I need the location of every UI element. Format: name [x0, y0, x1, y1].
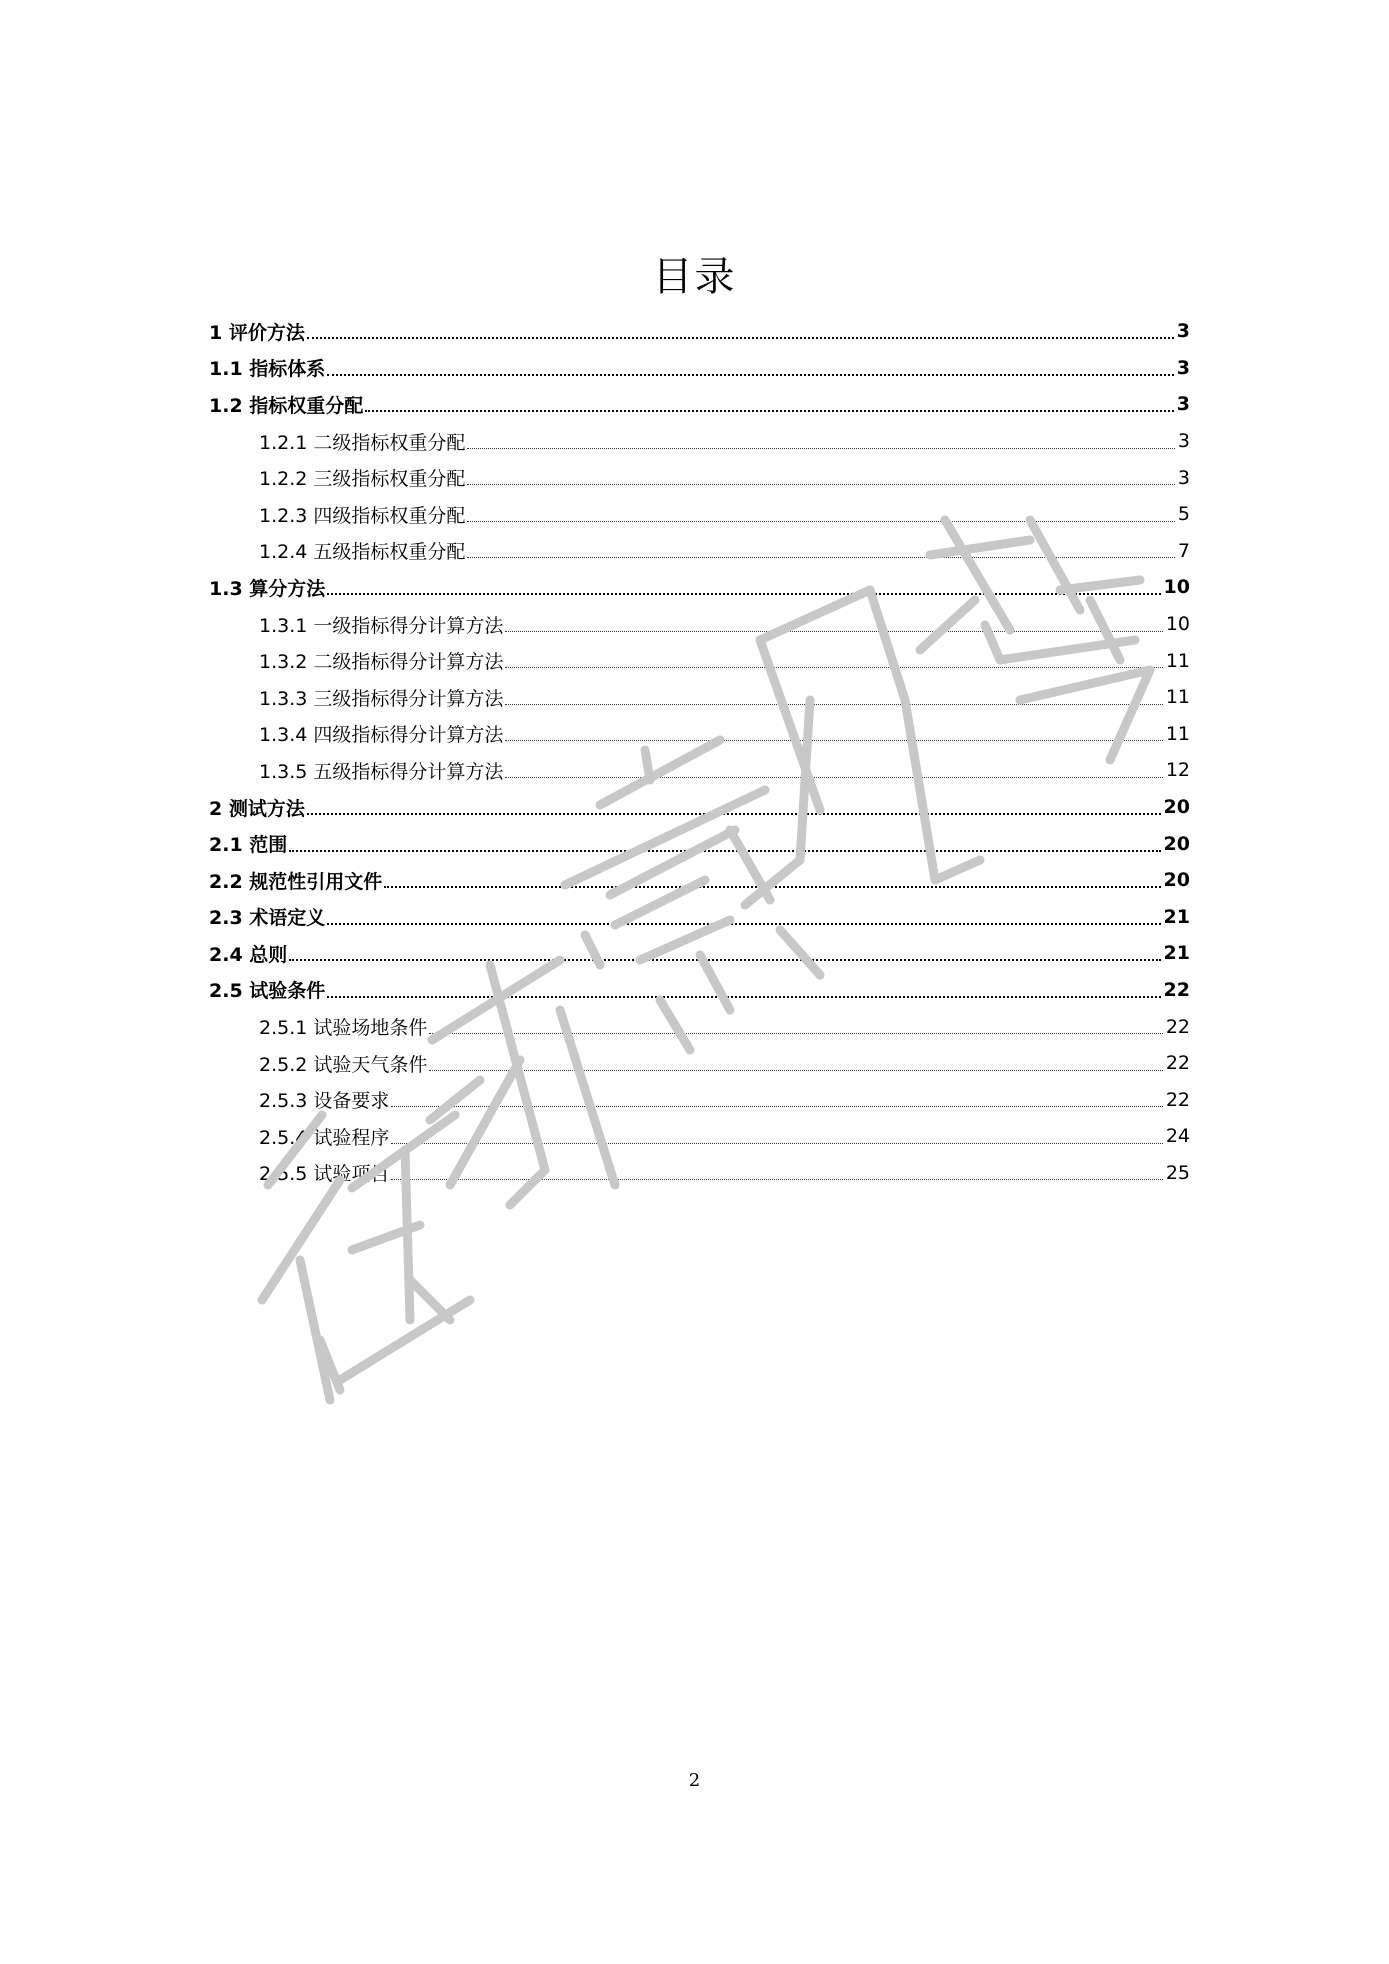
- toc-entry-label: 1.3.4 四级指标得分计算方法: [259, 724, 504, 747]
- toc-dot-leader: [467, 557, 1175, 558]
- toc-dot-leader: [467, 448, 1175, 449]
- toc-dot-leader: [327, 593, 1160, 595]
- toc-entry-page: 3: [1176, 320, 1190, 343]
- toc-entry-label: 2.5.1 试验场地条件: [259, 1017, 428, 1040]
- toc-entry-page: 10: [1165, 613, 1190, 636]
- toc-dot-leader: [307, 337, 1174, 339]
- toc-entry[interactable]: [209, 606, 1190, 643]
- toc-entry-page: 22: [1165, 1052, 1190, 1075]
- toc-entry-page: 12: [1165, 759, 1190, 782]
- toc-entry[interactable]: [209, 1008, 1190, 1045]
- toc-entry[interactable]: [209, 752, 1190, 789]
- toc-entry-page: 11: [1165, 686, 1190, 709]
- toc-entry-page: 24: [1165, 1125, 1190, 1148]
- toc-entry-label: 1.2.4 五级指标权重分配: [259, 541, 466, 564]
- toc-entry[interactable]: [209, 496, 1190, 533]
- toc-entry[interactable]: [209, 1045, 1190, 1082]
- toc-entry[interactable]: [209, 1118, 1190, 1155]
- toc-dot-leader: [505, 704, 1162, 705]
- toc-entry-label: 1 评价方法: [209, 321, 305, 344]
- toc-entry-page: 25: [1165, 1161, 1190, 1184]
- toc-entry[interactable]: [209, 313, 1190, 350]
- toc-entry-label: 1.3.2 二级指标得分计算方法: [259, 651, 504, 674]
- toc-dot-leader: [391, 1179, 1162, 1180]
- toc-entry-page: 20: [1163, 869, 1190, 892]
- toc-entry-page: 20: [1163, 832, 1190, 855]
- toc-entry-page: 3: [1177, 466, 1190, 489]
- toc-entry-label: 2.5.4 试验程序: [259, 1126, 390, 1149]
- toc-dot-leader: [505, 631, 1162, 632]
- toc-entry-page: 5: [1177, 503, 1190, 526]
- toc-entry-label: 2.5.5 试验项目: [259, 1163, 390, 1186]
- toc-entry[interactable]: [209, 899, 1190, 936]
- toc-entry[interactable]: [209, 972, 1190, 1009]
- toc-entry-label: 1.2.1 二级指标权重分配: [259, 431, 466, 454]
- toc-entry[interactable]: [209, 679, 1190, 716]
- toc-entry-label: 1.1 指标体系: [209, 358, 326, 381]
- toc-dot-leader: [307, 813, 1161, 815]
- toc-entry[interactable]: [209, 1155, 1190, 1192]
- toc-entry[interactable]: [209, 862, 1190, 899]
- toc-dot-leader: [391, 1143, 1162, 1144]
- toc-dot-leader: [391, 1106, 1162, 1107]
- toc-entry-label: 1.3.3 三级指标得分计算方法: [259, 687, 504, 710]
- toc-entry-label: 1.2 指标权重分配: [209, 394, 364, 417]
- toc-entry-label: 1.3 算分方法: [209, 577, 326, 600]
- toc-entry-page: 3: [1177, 430, 1190, 453]
- toc-entry-label: 1.2.3 四级指标权重分配: [259, 504, 466, 527]
- toc-entry-page: 22: [1165, 1088, 1190, 1111]
- toc-title: 目录: [652, 254, 737, 300]
- toc-dot-leader: [429, 1070, 1162, 1071]
- toc-entry-label: 2.5.2 试验天气条件: [259, 1053, 428, 1076]
- toc-entry-label: 2.5 试验条件: [209, 980, 326, 1003]
- toc-entry-label: 1.3.1 一级指标得分计算方法: [259, 614, 504, 637]
- toc-entry[interactable]: [209, 459, 1190, 496]
- toc-dot-leader: [327, 923, 1160, 925]
- toc-entry[interactable]: [209, 642, 1190, 679]
- toc-dot-leader: [505, 777, 1162, 778]
- toc-entry-page: 10: [1163, 576, 1190, 599]
- toc-entry[interactable]: [209, 1081, 1190, 1118]
- toc-entry-page: 20: [1163, 796, 1190, 819]
- table-of-contents: [209, 313, 1190, 1191]
- toc-entry-label: 2.2 规范性引用文件: [209, 870, 383, 893]
- toc-dot-leader: [289, 850, 1160, 852]
- toc-entry[interactable]: [209, 533, 1190, 570]
- toc-entry-page: 11: [1165, 722, 1190, 745]
- toc-dot-leader: [365, 410, 1173, 412]
- toc-entry-page: 3: [1176, 393, 1190, 416]
- toc-entry-label: 2.1 范围: [209, 834, 288, 857]
- toc-entry-page: 3: [1176, 356, 1190, 379]
- toc-entry[interactable]: [209, 386, 1190, 423]
- toc-dot-leader: [467, 484, 1175, 485]
- toc-entry-label: 1.3.5 五级指标得分计算方法: [259, 760, 504, 783]
- toc-entry-page: 11: [1165, 649, 1190, 672]
- toc-entry-page: 22: [1165, 1015, 1190, 1038]
- toc-entry-page: 21: [1163, 905, 1190, 928]
- toc-entry-page: 7: [1177, 539, 1190, 562]
- toc-entry[interactable]: [209, 825, 1190, 862]
- toc-entry-page: 22: [1163, 978, 1190, 1001]
- toc-entry-label: 1.2.2 三级指标权重分配: [259, 468, 466, 491]
- toc-dot-leader: [505, 740, 1162, 741]
- toc-dot-leader: [467, 521, 1175, 522]
- toc-entry-label: 2.4 总则: [209, 943, 288, 966]
- toc-entry[interactable]: [209, 716, 1190, 753]
- page-number: 2: [688, 1770, 701, 1791]
- toc-entry[interactable]: [209, 350, 1190, 387]
- toc-dot-leader: [429, 1033, 1162, 1034]
- toc-entry[interactable]: [209, 935, 1190, 972]
- toc-dot-leader: [327, 374, 1173, 376]
- toc-entry-label: 2.5.3 设备要求: [259, 1090, 390, 1113]
- toc-dot-leader: [384, 886, 1160, 888]
- toc-entry[interactable]: [209, 569, 1190, 606]
- toc-dot-leader: [289, 959, 1160, 961]
- toc-entry[interactable]: [209, 789, 1190, 826]
- toc-entry-label: 2.3 术语定义: [209, 907, 326, 930]
- toc-entry-page: 21: [1163, 942, 1190, 965]
- toc-entry-label: 2 测试方法: [209, 797, 305, 820]
- toc-dot-leader: [327, 996, 1160, 998]
- toc-dot-leader: [505, 667, 1162, 668]
- toc-entry[interactable]: [209, 423, 1190, 460]
